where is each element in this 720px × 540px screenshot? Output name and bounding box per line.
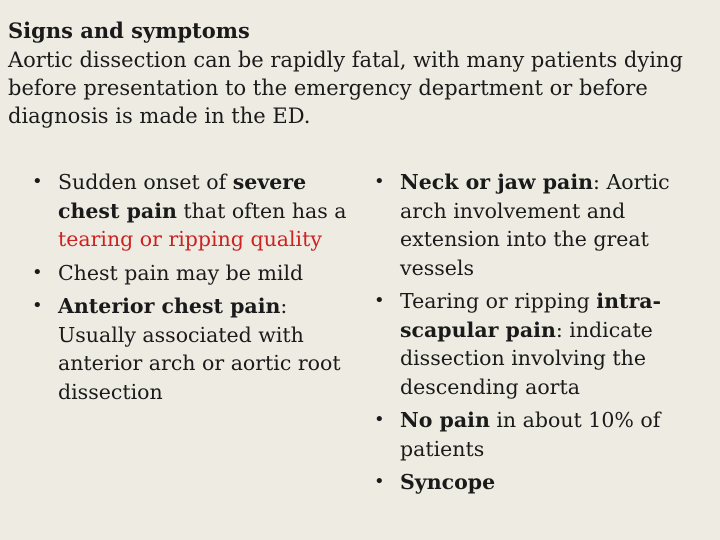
- list-item: [372, 168, 672, 282]
- list-item: [372, 468, 672, 497]
- bullet-text: Chest pain may be mild: [58, 260, 304, 285]
- bullet-text: : Aortic arch involvement and extension into the great vessels: [400, 170, 670, 280]
- left-bullet-list: [30, 168, 350, 406]
- bullet-text: : Usually associated with anterior arch or aortic root dissection: [58, 294, 341, 404]
- bullet-bold-text: intra-scapular pain: [400, 289, 662, 342]
- slide-title: Signs and symptoms: [8, 18, 250, 43]
- bullet-icon: •: [374, 290, 385, 311]
- bullet-icon: •: [32, 261, 43, 283]
- bullet-bold-text: severe chest pain: [58, 170, 307, 223]
- bullet-text: Tearing or ripping: [400, 289, 597, 313]
- list-item: [30, 168, 350, 254]
- bullet-icon: •: [374, 171, 385, 192]
- bullet-red-text: tearing or ripping quality: [58, 227, 322, 251]
- left-column: [30, 168, 350, 411]
- bullet-bold-text: No pain: [400, 408, 490, 432]
- bullet-text: : indicate dissection involving the descending aorta: [400, 317, 653, 399]
- list-item: [30, 292, 350, 406]
- list-item: [372, 287, 672, 401]
- right-bullet-list: [372, 168, 672, 497]
- bullet-bold-text: Anterior chest pain: [58, 294, 281, 318]
- bullet-icon: •: [374, 471, 385, 492]
- bullet-icon: •: [32, 295, 43, 316]
- list-item: [372, 406, 672, 463]
- bullet-bold-text: Neck or jaw pain: [400, 170, 594, 194]
- intro-paragraph: Aortic dissection can be rapidly fatal, with many patients dying before presentation to the emergency department or before diagnosis is made in the ED.: [8, 48, 683, 128]
- bullet-bold-text: Syncope: [400, 470, 496, 494]
- bullet-text: Sudden onset of: [58, 170, 233, 194]
- bullet-text: in about 10% of patients: [400, 408, 661, 461]
- bullet-icon: •: [32, 171, 43, 192]
- right-column: [372, 168, 672, 502]
- bullet-icon: •: [374, 409, 385, 430]
- list-item: [30, 259, 350, 288]
- bullet-text: that often has a: [176, 198, 347, 223]
